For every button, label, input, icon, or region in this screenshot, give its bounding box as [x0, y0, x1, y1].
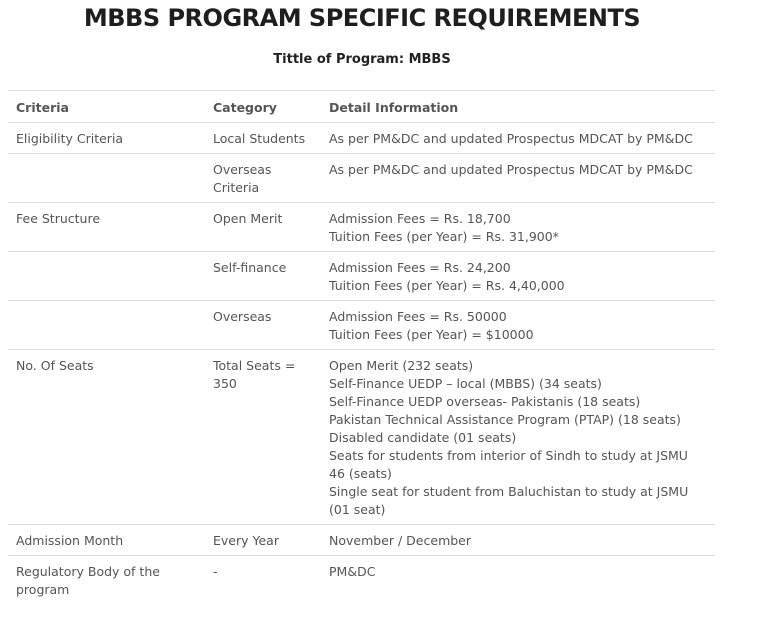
table-row	[8, 123, 715, 154]
requirements-table	[8, 90, 715, 604]
detail-line: Admission Fees = Rs. 24,200	[329, 260, 511, 275]
category-cell: -	[205, 556, 321, 605]
detail-line: PM&DC	[329, 564, 376, 579]
header-category: Category	[205, 91, 321, 123]
category-cell: Self-finance	[205, 252, 321, 301]
detail-cell	[321, 301, 715, 350]
detail-line: Open Merit (232 seats)	[329, 358, 474, 373]
header-detail: Detail Information	[321, 91, 715, 123]
detail-line: Single seat for student from Baluchistan to study at JSMU (01 seat)	[329, 484, 689, 517]
category-cell: Every Year	[205, 525, 321, 556]
category-cell: Overseas Criteria	[205, 154, 321, 203]
category-cell: Local Students	[205, 123, 321, 154]
criteria-cell: Admission Month	[8, 525, 205, 556]
detail-line: Self-Finance UEDP overseas- Pakistanis (18 seats)	[329, 394, 641, 409]
page-title: MBBS PROGRAM SPECIFIC REQUIREMENTS	[83, 4, 641, 32]
criteria-cell	[8, 154, 205, 203]
table-row	[8, 252, 715, 301]
table-row	[8, 203, 715, 252]
table-header-row	[8, 91, 715, 123]
table-row	[8, 154, 715, 203]
detail-line: Pakistan Technical Assistance Program (PTAP) (18 seats)	[329, 412, 681, 427]
criteria-cell: No. Of Seats	[8, 350, 205, 525]
detail-line: As per PM&DC and updated Prospectus MDCAT by PM&DC	[329, 162, 693, 177]
table-row	[8, 301, 715, 350]
criteria-cell	[8, 301, 205, 350]
criteria-cell	[8, 252, 205, 301]
detail-line: Tuition Fees (per Year) = Rs. 4,40,000	[329, 278, 565, 293]
category-cell: Overseas	[205, 301, 321, 350]
detail-cell	[321, 154, 715, 203]
detail-cell	[321, 525, 715, 556]
detail-cell	[321, 123, 715, 154]
detail-line: Disabled candidate (01 seats)	[329, 430, 517, 445]
table-row	[8, 350, 715, 525]
header-criteria: Criteria	[8, 91, 205, 123]
detail-cell	[321, 203, 715, 252]
category-cell: Open Merit	[205, 203, 321, 252]
table-row	[8, 525, 715, 556]
detail-line: Admission Fees = Rs. 18,700	[329, 211, 511, 226]
detail-line: Seats for students from interior of Sindh to study at JSMU 46 (seats)	[329, 448, 688, 481]
criteria-cell: Regulatory Body of the program	[8, 556, 205, 605]
detail-line: Tuition Fees (per Year) = Rs. 31,900*	[329, 229, 559, 244]
detail-cell	[321, 556, 715, 605]
detail-line: November / December	[329, 533, 472, 548]
criteria-cell: Eligibility Criteria	[8, 123, 205, 154]
program-title: Tittle of Program: MBBS	[273, 52, 451, 67]
criteria-cell: Fee Structure	[8, 203, 205, 252]
table-row	[8, 556, 715, 605]
detail-cell	[321, 350, 715, 525]
category-cell: Total Seats = 350	[205, 350, 321, 525]
detail-line: Admission Fees = Rs. 50000	[329, 309, 507, 324]
detail-cell	[321, 252, 715, 301]
detail-line: As per PM&DC and updated Prospectus MDCAT by PM&DC	[329, 131, 693, 146]
detail-line: Tuition Fees (per Year) = $10000	[329, 327, 534, 342]
detail-line: Self-Finance UEDP – local (MBBS) (34 seats)	[329, 376, 602, 391]
